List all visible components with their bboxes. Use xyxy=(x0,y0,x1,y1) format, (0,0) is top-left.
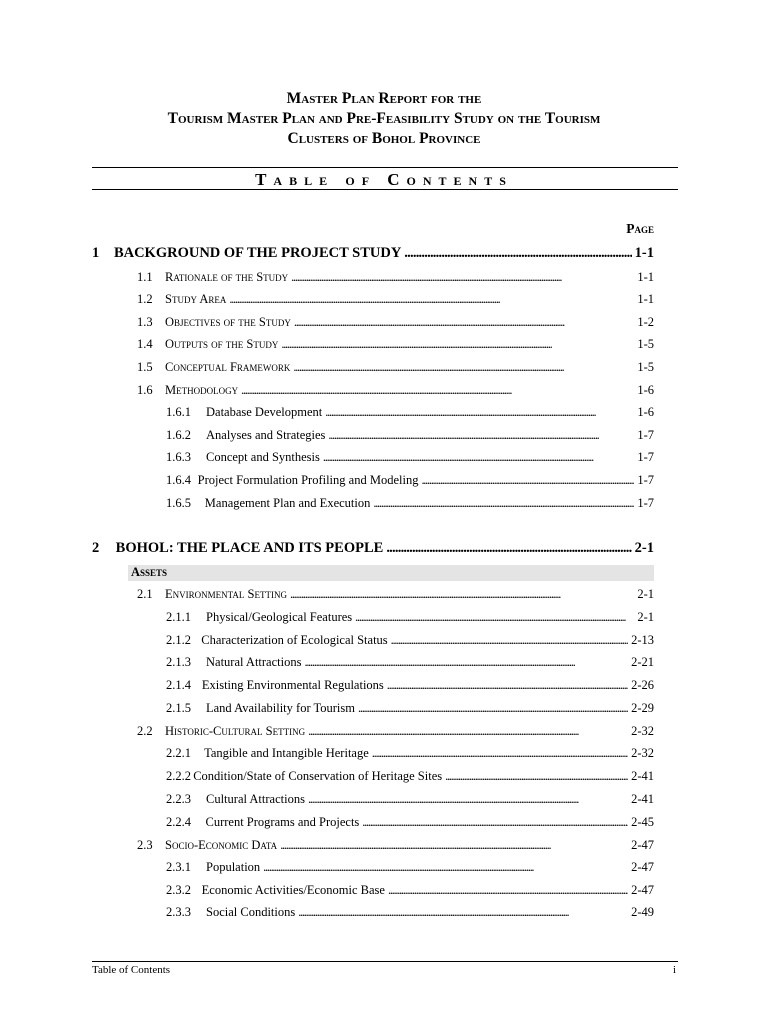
footer-rule xyxy=(92,961,678,962)
dot-leader xyxy=(293,360,634,375)
toc-page: 1-7 xyxy=(637,473,654,487)
toc-number: 1.5 xyxy=(137,360,153,374)
toc-label: Current Programs and Projects xyxy=(205,815,360,829)
toc-entry[interactable] xyxy=(137,315,654,330)
dot-leader xyxy=(445,769,628,784)
toc-page: 2-1 xyxy=(637,587,654,601)
toc-entry[interactable] xyxy=(166,860,654,875)
toc-entry[interactable] xyxy=(166,428,654,443)
dot-leader xyxy=(358,701,628,716)
toc-number: 1.6.1 xyxy=(166,405,191,419)
dot-leader xyxy=(304,655,628,670)
toc-page: 1-7 xyxy=(637,428,654,442)
toc-number: 2.3.1 xyxy=(166,860,191,874)
toc-number: 2 xyxy=(92,540,100,556)
toc-entry[interactable] xyxy=(137,383,654,398)
toc-page: 2-1 xyxy=(634,540,654,556)
toc-entry[interactable] xyxy=(166,496,654,511)
toc-entry[interactable] xyxy=(137,587,654,602)
dot-leader xyxy=(421,473,634,488)
toc-page: 1-7 xyxy=(637,496,654,510)
toc-label: Tangible and Intangible Heritage xyxy=(204,746,369,760)
toc-page: 2-47 xyxy=(631,883,654,897)
toc-entry[interactable] xyxy=(137,337,654,352)
toc-page: 2-29 xyxy=(631,701,654,715)
toc-heading: Table of Contents xyxy=(255,170,513,189)
toc-label: Concept and Synthesis xyxy=(206,450,320,464)
toc-entry[interactable] xyxy=(166,678,654,693)
toc-page: 1-6 xyxy=(637,405,654,419)
toc-entry[interactable] xyxy=(166,633,654,648)
dot-leader xyxy=(280,838,628,853)
toc-label: Outputs of the Study xyxy=(165,337,279,351)
toc-entry[interactable] xyxy=(166,905,654,920)
toc-label: Physical/Geological Features xyxy=(206,610,353,624)
toc-number: 2.1.2 xyxy=(166,633,191,647)
toc-label: Management Plan and Execution xyxy=(204,496,371,510)
dot-leader xyxy=(290,587,634,602)
toc-entry[interactable] xyxy=(166,769,654,784)
toc-page: 1-1 xyxy=(637,270,654,284)
toc-entry[interactable] xyxy=(137,360,654,375)
dot-leader xyxy=(388,883,628,898)
toc-label: BOHOL: THE PLACE AND ITS PEOPLE xyxy=(115,540,384,556)
toc-entry[interactable] xyxy=(166,883,654,898)
toc-number: 2.3 xyxy=(137,838,153,852)
heading-top-rule xyxy=(92,167,678,168)
toc-number: 1 xyxy=(92,245,100,261)
toc-page: 2-45 xyxy=(631,815,654,829)
toc-number: 1.1 xyxy=(137,270,153,284)
toc-number: 2.1.5 xyxy=(166,701,191,715)
toc-entry[interactable] xyxy=(166,450,654,465)
dot-leader xyxy=(229,292,634,307)
toc-page: 1-5 xyxy=(637,360,654,374)
dot-leader xyxy=(391,633,628,648)
toc-label: Database Development xyxy=(206,405,323,419)
toc-entry[interactable] xyxy=(166,815,654,830)
toc-page: 2-47 xyxy=(631,860,654,874)
dot-leader xyxy=(328,428,634,443)
toc-number: 2.1.3 xyxy=(166,655,191,669)
toc-page: 2-41 xyxy=(631,769,654,783)
dot-leader xyxy=(323,450,634,465)
toc-page: 1-1 xyxy=(637,292,654,306)
toc-label: Socio-Economic Data xyxy=(165,838,278,852)
dot-leader xyxy=(325,405,634,420)
footer-page-number: i xyxy=(672,964,676,976)
dot-leader xyxy=(294,315,634,330)
toc-number: 2.2.3 xyxy=(166,792,191,806)
toc-number: 1.2 xyxy=(137,292,153,306)
dot-leader xyxy=(263,860,628,875)
toc-number: 1.3 xyxy=(137,315,153,329)
section-band-label: Assets xyxy=(131,565,168,579)
toc-page: 2-21 xyxy=(631,655,654,669)
dot-leader xyxy=(404,245,631,262)
toc-chapter-2[interactable] xyxy=(92,540,654,557)
toc-entry[interactable] xyxy=(166,746,654,761)
toc-number: 2.2 xyxy=(137,724,153,738)
toc-page: 2-32 xyxy=(631,746,654,760)
toc-label: Existing Environmental Regulations xyxy=(201,678,384,692)
toc-label: Economic Activities/Economic Base xyxy=(201,883,385,897)
toc-label: Analyses and Strategies xyxy=(206,428,326,442)
toc-number: 2.3.2 xyxy=(166,883,191,897)
toc-label: Environmental Setting xyxy=(165,587,287,601)
dot-leader xyxy=(386,540,631,557)
toc-number: 2.2.2 xyxy=(166,769,191,783)
toc-number: 1.6.3 xyxy=(166,450,191,464)
report-title-line-2: Tourism Master Plan and Pre-Feasibility Study on the Tourism xyxy=(167,110,601,127)
toc-label: Condition/State of Conservation of Heritage Sites xyxy=(193,769,443,783)
toc-label: Characterization of Ecological Status xyxy=(201,633,388,647)
dot-leader xyxy=(355,610,634,625)
footer-section-title: Table of Contents xyxy=(92,964,171,976)
toc-number: 1.6.5 xyxy=(166,496,191,510)
dot-leader xyxy=(372,746,628,761)
toc-page: 2-26 xyxy=(631,678,654,692)
page-column-label: Page xyxy=(626,221,654,236)
toc-number: 2.1.4 xyxy=(166,678,191,692)
toc-entry[interactable] xyxy=(137,724,654,739)
dot-leader xyxy=(241,383,634,398)
toc-entry[interactable] xyxy=(166,473,654,488)
toc-entry[interactable] xyxy=(166,655,654,670)
toc-entry[interactable] xyxy=(166,701,654,716)
toc-label: Historic-Cultural Setting xyxy=(165,724,306,738)
toc-label: Methodology xyxy=(165,383,239,397)
toc-label: Natural Attractions xyxy=(206,655,302,669)
dot-leader xyxy=(308,792,628,807)
dot-leader xyxy=(291,270,634,285)
heading-bottom-rule xyxy=(92,189,678,190)
toc-number: 1.6.4 xyxy=(166,473,191,487)
section-band-assets xyxy=(128,565,654,581)
toc-page: 2-1 xyxy=(637,610,654,624)
toc-number: 1.4 xyxy=(137,337,153,351)
dot-leader xyxy=(362,815,628,830)
toc-label: Study Area xyxy=(165,292,227,306)
dot-leader xyxy=(281,337,634,352)
toc-entry[interactable] xyxy=(166,792,654,807)
toc-number: 2.2.4 xyxy=(166,815,191,829)
toc-page: 2-32 xyxy=(631,724,654,738)
dot-leader xyxy=(387,678,628,693)
toc-label: Objectives of the Study xyxy=(165,315,291,329)
toc-label: Cultural Attractions xyxy=(206,792,305,806)
toc-number: 2.1 xyxy=(137,587,153,601)
dot-leader xyxy=(308,724,628,739)
toc-number: 2.1.1 xyxy=(166,610,191,624)
toc-page: 2-47 xyxy=(631,838,654,852)
toc-number: 2.2.1 xyxy=(166,746,191,760)
toc-entry[interactable] xyxy=(137,292,654,307)
report-title-line-1: Master Plan Report for the xyxy=(286,90,482,107)
toc-entry[interactable] xyxy=(137,838,654,853)
toc-entry[interactable] xyxy=(137,270,654,285)
toc-entry[interactable] xyxy=(166,405,654,420)
toc-label: Land Availability for Tourism xyxy=(206,701,355,715)
toc-label: BACKGROUND OF THE PROJECT STUDY xyxy=(113,245,402,261)
toc-label: Social Conditions xyxy=(206,905,296,919)
toc-number: 1.6 xyxy=(137,383,153,397)
toc-page: 2-49 xyxy=(631,905,654,919)
toc-entry[interactable] xyxy=(166,610,654,625)
toc-label: Project Formulation Profiling and Modeling xyxy=(197,473,419,487)
toc-page: 2-13 xyxy=(631,633,654,647)
toc-page: 1-6 xyxy=(637,383,654,397)
toc-label: Population xyxy=(206,860,261,874)
report-title-line-3: Clusters of Bohol Province xyxy=(287,130,481,147)
dot-leader xyxy=(373,496,634,511)
toc-page: 1-7 xyxy=(637,450,654,464)
toc-label: Rationale of the Study xyxy=(165,270,289,284)
toc-page: 1-1 xyxy=(634,245,654,261)
toc-page: 2-41 xyxy=(631,792,654,806)
toc-number: 2.3.3 xyxy=(166,905,191,919)
toc-chapter-1[interactable] xyxy=(92,245,654,262)
toc-number: 1.6.2 xyxy=(166,428,191,442)
toc-page: 1-2 xyxy=(637,315,654,329)
toc-page: 1-5 xyxy=(637,337,654,351)
toc-label: Conceptual Framework xyxy=(165,360,291,374)
dot-leader xyxy=(298,905,628,920)
